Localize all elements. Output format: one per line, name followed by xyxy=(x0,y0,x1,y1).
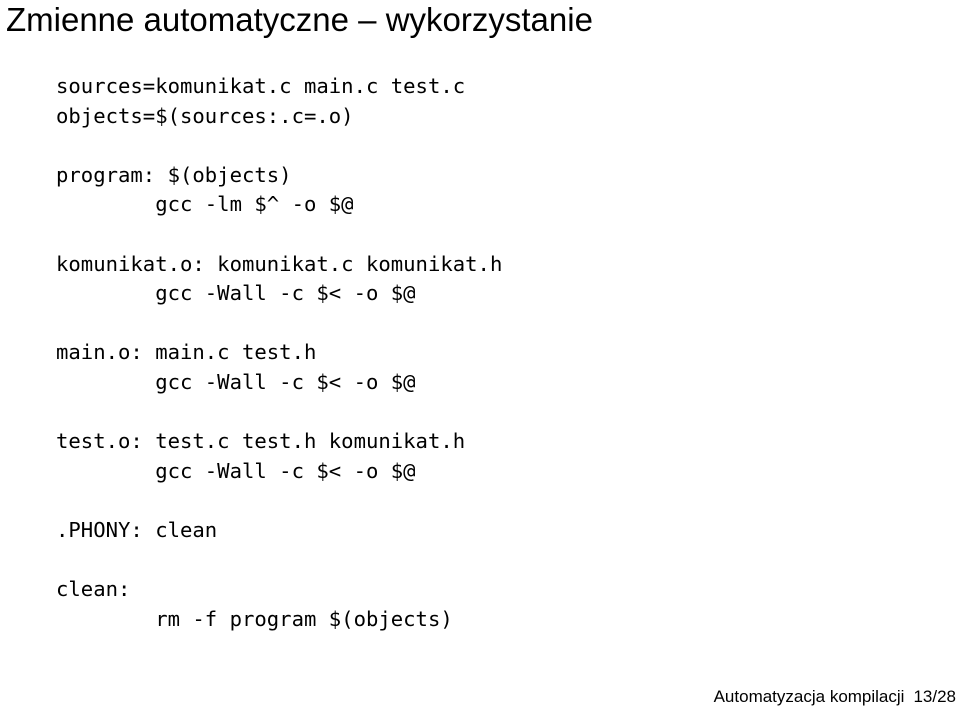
code-line xyxy=(56,486,502,516)
code-line: komunikat.o: komunikat.c komunikat.h xyxy=(56,251,503,276)
code-line xyxy=(56,546,502,576)
code-line: gcc -lm $^ -o $@ xyxy=(56,192,354,217)
code-line: program: $(objects) xyxy=(56,162,292,187)
code-line: sources=komunikat.c main.c test.c xyxy=(56,74,466,98)
code-line: gcc -Wall -c $< -o $@ xyxy=(56,458,416,483)
code-line: clean: xyxy=(56,577,131,602)
page-number: 13/28 xyxy=(913,687,956,706)
code-line xyxy=(56,220,502,250)
makefile-code-block xyxy=(56,72,502,634)
code-line: .PHONY: clean xyxy=(56,517,218,542)
code-line: rm -f program $(objects) xyxy=(56,606,453,631)
slide-footer xyxy=(714,686,956,708)
code-line xyxy=(56,309,502,339)
code-line xyxy=(56,131,502,161)
code-line: gcc -Wall -c $< -o $@ xyxy=(56,369,416,394)
code-line: test.o: test.c test.h komunikat.h xyxy=(56,429,466,454)
code-line: objects=$(sources:.c=.o) xyxy=(56,103,354,128)
code-line: gcc -Wall -c $< -o $@ xyxy=(56,281,416,306)
code-line xyxy=(56,398,502,428)
footer-section-title: Automatyzacja kompilacji xyxy=(713,687,905,706)
slide-title: Zmienne automatyczne – wykorzystanie xyxy=(6,1,593,38)
code-line: main.o: main.c test.h xyxy=(56,340,317,365)
